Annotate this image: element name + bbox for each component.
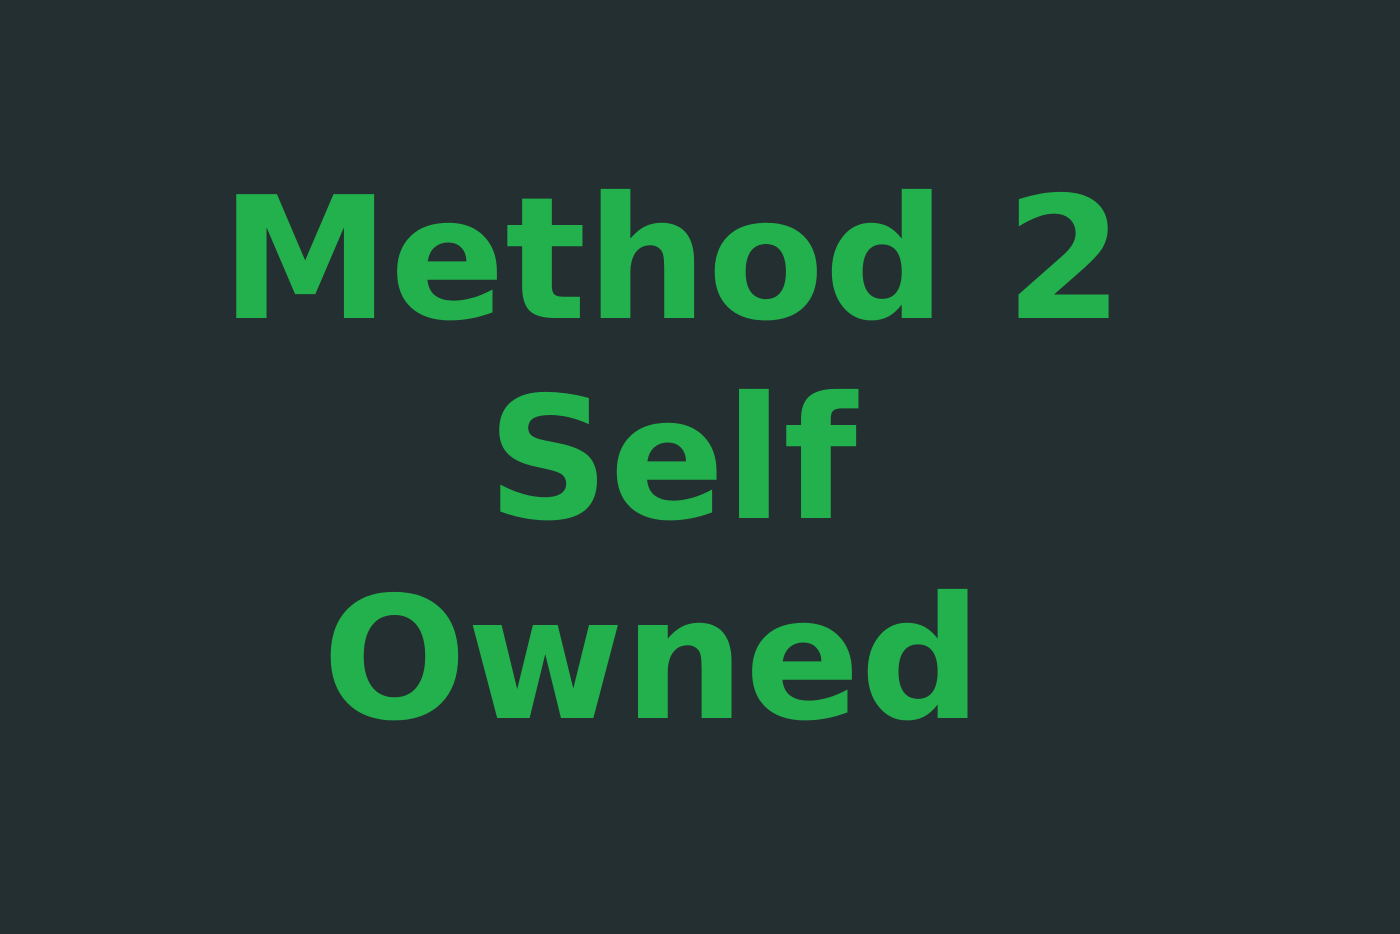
title-line-self: Self bbox=[487, 361, 857, 559]
title-line-method: Method 2 bbox=[220, 161, 1124, 359]
title-line-owned: Owned bbox=[322, 561, 982, 759]
